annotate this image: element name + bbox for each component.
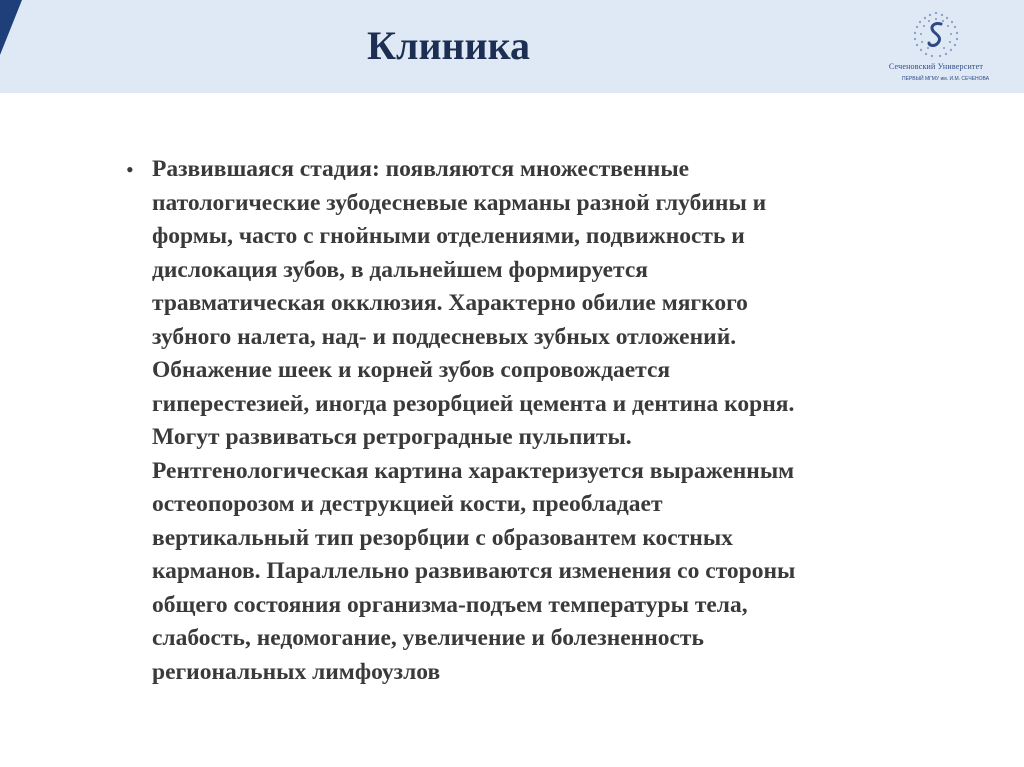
corner-accent [0,0,22,55]
bullet-text [152,153,984,689]
text-line: дислокация зубов, в дальнейшем формируется [152,256,648,283]
university-subtitle: ПЕРВЫЙ МГМУ им. И.М. СЕЧЕНОВА [902,76,990,82]
text-line: зубного налета, над- и поддесневых зубных отложений. [152,323,737,350]
text-line: общего состояния организма-подъем температуры тела, [152,591,748,618]
text-line: карманов. Параллельно развиваются изменения со стороны [152,558,796,584]
text-line: Обнажение шеек и корней зубов сопровождается [152,357,671,383]
text-line: гиперестезией, иногда резорбцией цемента и дентина корня. [152,390,795,417]
text-line: формы, часто с гнойными отделениями, подвижность и [152,223,745,249]
text-line: слабость, недомогание, увеличение и болезненность [152,625,704,651]
text-line: патологические зубодесневые карманы разной глубины и [152,189,767,216]
university-logo-icon [908,8,964,60]
text-line: Рентгенологическая картина характеризуется выраженным [152,457,795,484]
text-line: Развившаяся стадия: появляются множественные [152,156,690,182]
bullet-marker: • [126,157,134,182]
bullet-item [124,153,984,689]
text-line: региональных лимфоузлов [152,658,441,685]
text-line: Могут развиваться ретроградные пульпиты. [152,424,632,450]
slide-title: Клиника [367,23,531,68]
university-logo [872,6,1000,90]
text-line: остеопорозом и деструкцией кости, преобладает [152,491,663,517]
text-line: травматическая окклюзия. Характерно обилие мягкого [152,290,748,316]
university-name: Сеченовский Университет [888,62,984,71]
text-line: вертикальный тип резорбции с образовантем костных [152,524,733,551]
slide-content [124,153,984,689]
